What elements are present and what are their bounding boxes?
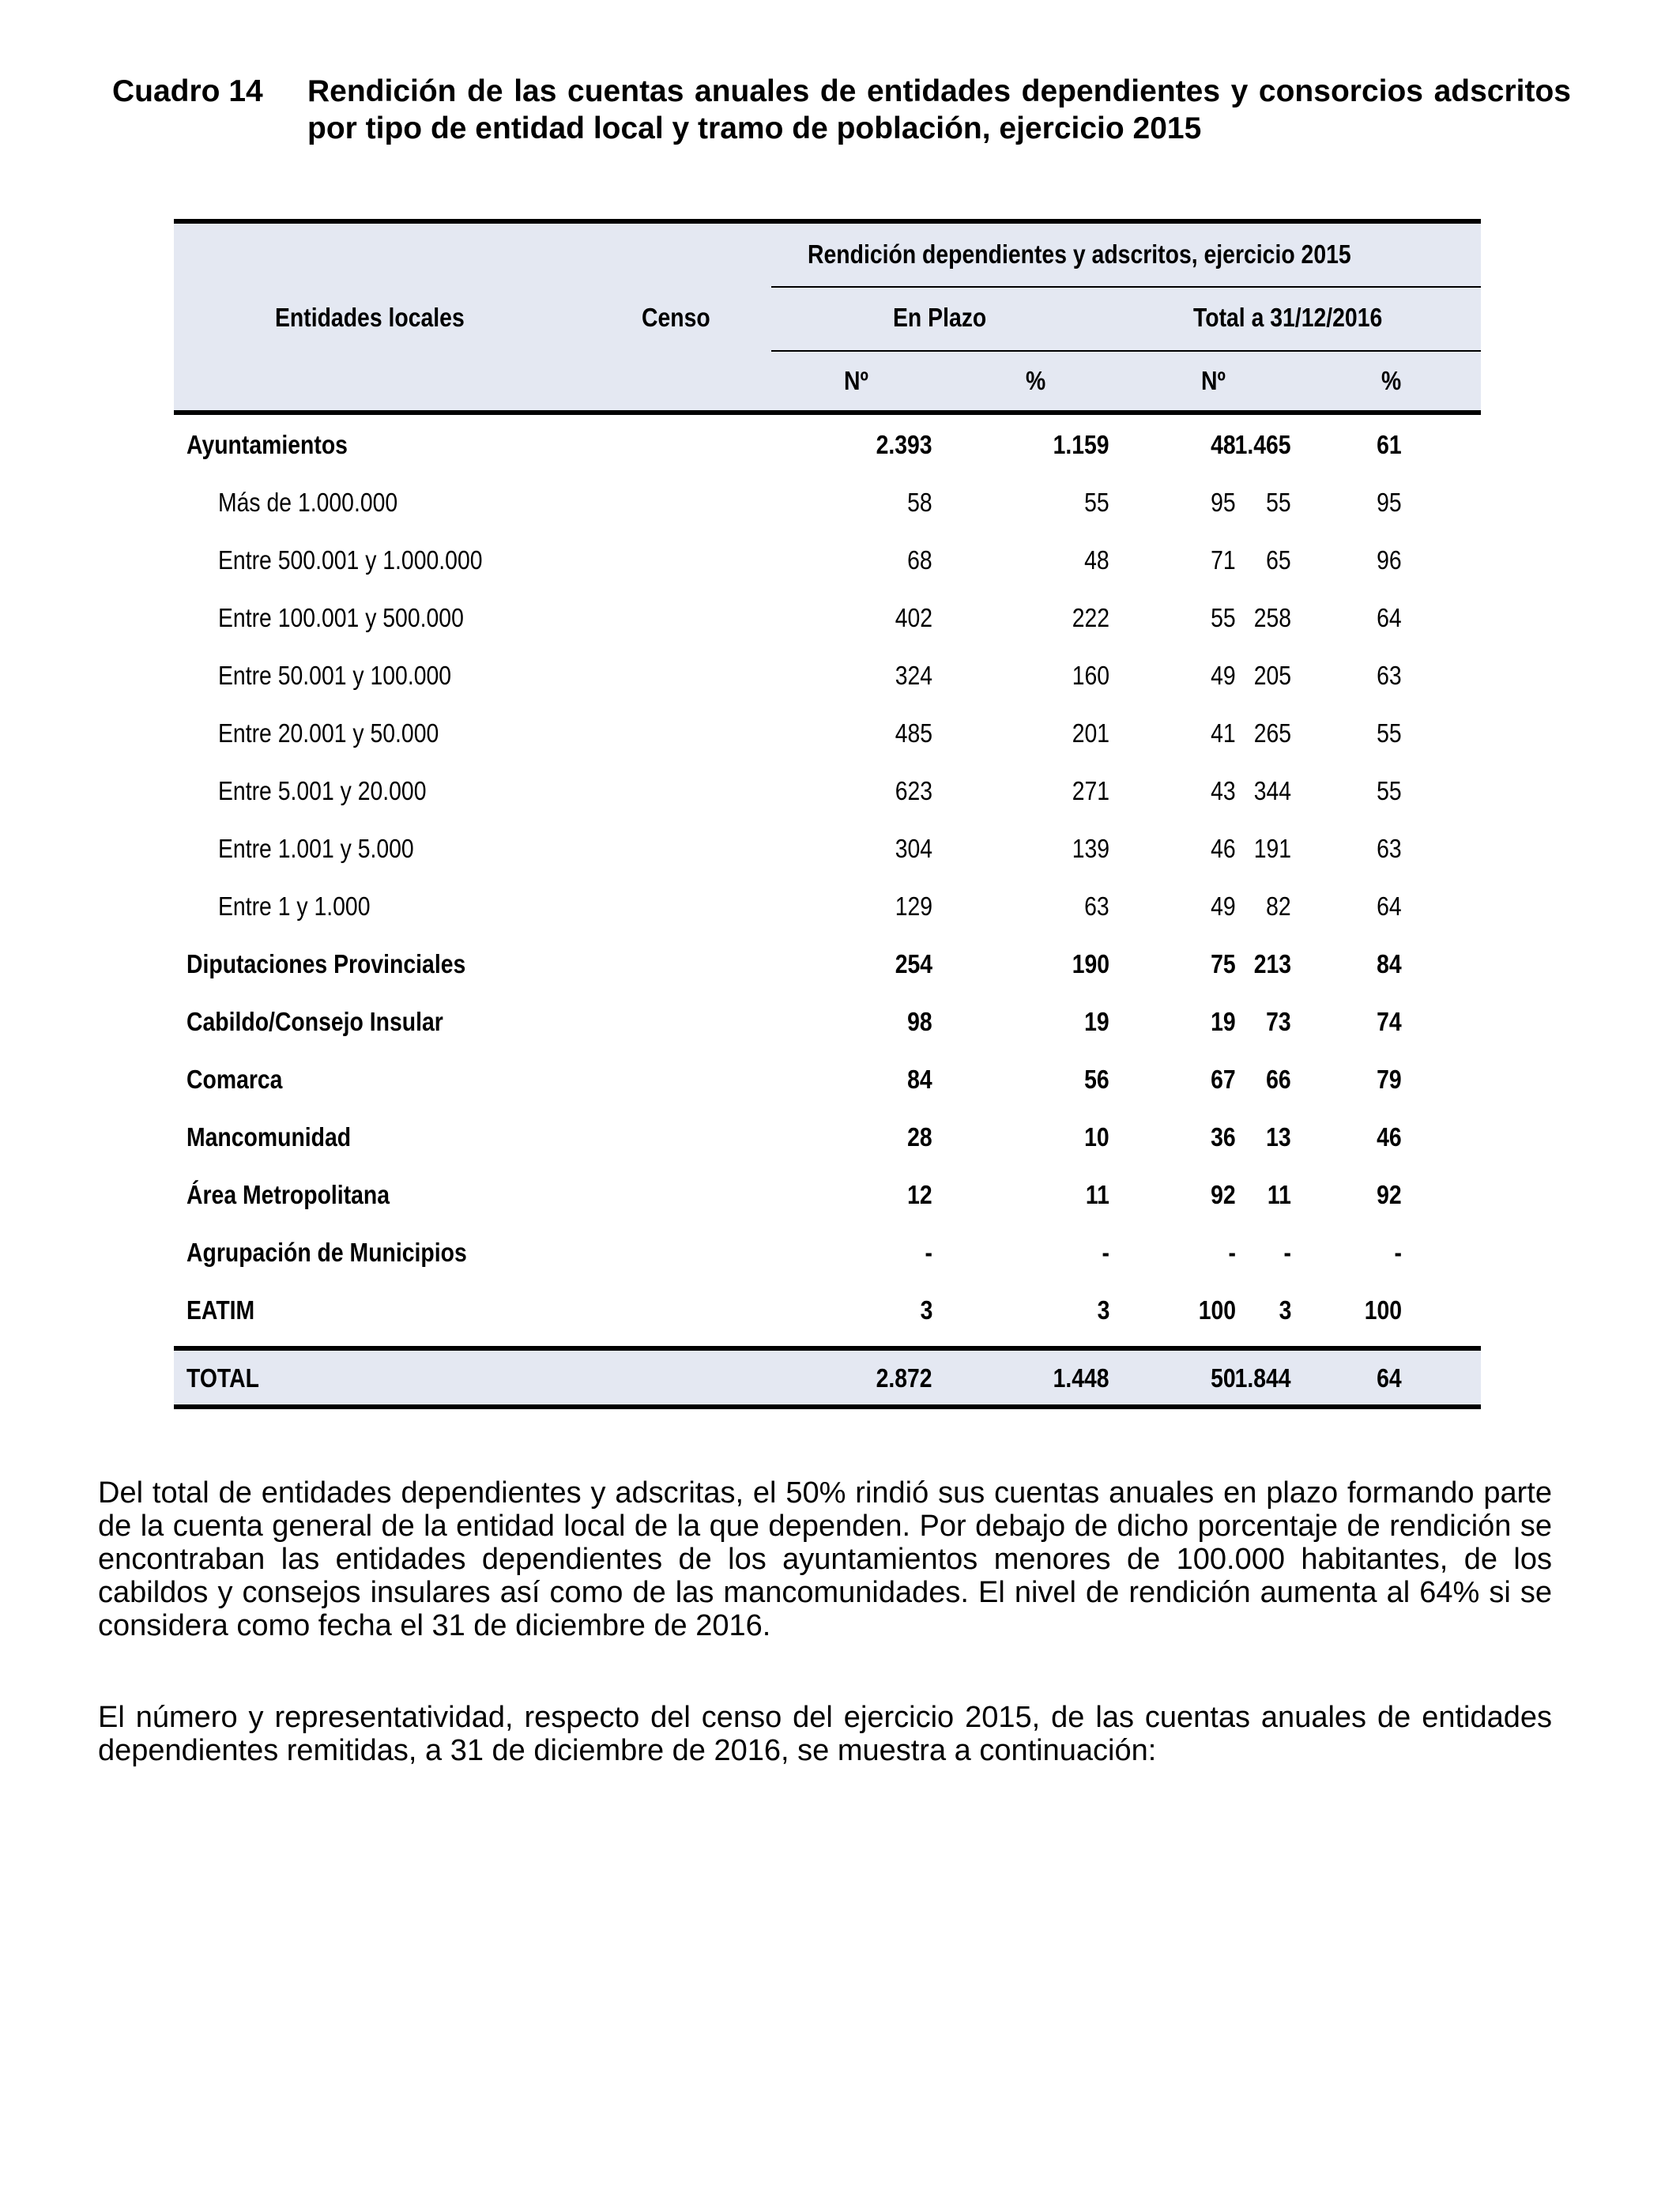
table-body (174, 415, 1481, 1341)
cell-total-p: - (1394, 1238, 1402, 1267)
total-label: TOTAL (186, 1363, 259, 1393)
cell-plazo-n: 56 (1084, 1065, 1109, 1094)
total-total-n: 1.844 (1234, 1363, 1291, 1393)
caption-label: Cuadro 14 (112, 74, 263, 108)
cell-entidad: Entre 1 y 1.000 (218, 892, 371, 921)
cell-entidad: Comarca (186, 1065, 283, 1094)
cell-entidad: Agrupación de Municipios (186, 1238, 467, 1267)
cell-total-p: 100 (1364, 1295, 1402, 1325)
cell-plazo-p: 43 (1211, 776, 1236, 805)
cell-plazo-n: 10 (1084, 1122, 1109, 1152)
cell-entidad: Área Metropolitana (186, 1180, 390, 1209)
cell-plazo-p: 36 (1211, 1122, 1236, 1152)
cell-plazo-n: 222 (1072, 603, 1109, 632)
cell-total-n: 191 (1253, 834, 1291, 863)
paragraph-2: El número y representatividad, respecto del censo del ejercicio 2015, de las cuentas anuales de entidades dependientes remitidas, a 31 de diciembre de 2016, se muestra a continuación: (98, 1701, 1552, 1767)
cell-total-n: 55 (1266, 488, 1291, 517)
cell-plazo-p: 41 (1211, 718, 1236, 748)
cell-plazo-p: 71 (1211, 545, 1236, 575)
cell-plazo-n: 271 (1072, 776, 1109, 805)
cell-plazo-p: 75 (1211, 949, 1236, 978)
cell-plazo-n: 48 (1084, 545, 1109, 575)
table-row (174, 476, 1481, 533)
cell-total-p: 55 (1377, 718, 1402, 748)
table-row (174, 649, 1481, 707)
cell-total-p: 46 (1377, 1122, 1402, 1152)
cell-plazo-p: - (1228, 1238, 1236, 1267)
cell-total-n: 73 (1266, 1007, 1291, 1036)
cell-total-p: 84 (1377, 949, 1402, 978)
cell-plazo-p: 19 (1211, 1007, 1236, 1036)
cell-plazo-p: 48 (1211, 430, 1236, 459)
cell-plazo-n: 1.159 (1053, 430, 1109, 459)
cell-total-p: 63 (1377, 661, 1402, 690)
cell-censo: 254 (895, 949, 932, 978)
cell-plazo-p: 46 (1211, 834, 1236, 863)
total-row (174, 1346, 1481, 1409)
table-row (174, 1053, 1481, 1110)
cell-entidad: Entre 500.001 y 1.000.000 (218, 545, 483, 575)
header-divider-1 (771, 286, 1481, 288)
data-table (174, 219, 1481, 1409)
cell-censo: 129 (895, 892, 932, 921)
cell-plazo-n: 19 (1084, 1007, 1109, 1036)
cell-entidad: Entre 50.001 y 100.000 (218, 661, 452, 690)
cell-plazo-n: 11 (1085, 1180, 1109, 1209)
cell-plazo-p: 55 (1211, 603, 1236, 632)
cell-censo: 12 (907, 1180, 932, 1209)
header-total-fecha: Total a 31/12/2016 (1193, 303, 1383, 332)
header-p1: % (1026, 366, 1046, 395)
total-censo: 2.872 (876, 1363, 932, 1393)
table-row (174, 880, 1481, 937)
table-row (174, 1110, 1481, 1168)
cell-entidad: Más de 1.000.000 (218, 488, 398, 517)
cell-entidad: Mancomunidad (186, 1122, 352, 1152)
cell-total-n: 344 (1253, 776, 1291, 805)
cell-total-p: 92 (1377, 1180, 1402, 1209)
cell-plazo-n: 63 (1084, 892, 1109, 921)
table-row (174, 1226, 1481, 1284)
cell-total-p: 64 (1377, 892, 1402, 921)
table-row (174, 1168, 1481, 1226)
caption-title: Rendición de las cuentas anuales de entidades dependientes y consorcios adscritos por tipo de entidad local y tramo de población, ejercicio 2015 (307, 74, 1571, 145)
cell-total-n: 1.465 (1234, 430, 1291, 459)
cell-total-p: 64 (1377, 603, 1402, 632)
header-n1: Nº (844, 366, 868, 395)
table-row (174, 1284, 1481, 1341)
table-row (174, 707, 1481, 764)
cell-total-n: 3 (1279, 1295, 1291, 1325)
header-entidades: Entidades locales (275, 303, 465, 332)
cell-plazo-n: 201 (1072, 718, 1109, 748)
cell-entidad: Cabildo/Consejo Insular (186, 1007, 443, 1036)
cell-censo: 58 (907, 488, 932, 517)
cell-plazo-p: 67 (1211, 1065, 1236, 1094)
cell-total-n: 82 (1266, 892, 1291, 921)
cell-plazo-p: 92 (1211, 1180, 1236, 1209)
header-censo: Censo (642, 303, 710, 332)
cell-censo: 3 (920, 1295, 932, 1325)
cell-plazo-p: 49 (1211, 661, 1236, 690)
cell-total-n: 66 (1266, 1065, 1291, 1094)
table-row (174, 533, 1481, 591)
table-row (174, 418, 1481, 476)
header-divider-2 (771, 350, 1481, 352)
table-caption (112, 73, 1571, 147)
cell-censo: - (925, 1238, 932, 1267)
cell-censo: 84 (907, 1065, 932, 1094)
cell-plazo-n: 55 (1084, 488, 1109, 517)
cell-total-p: 74 (1377, 1007, 1402, 1036)
total-total-p: 64 (1377, 1363, 1402, 1393)
cell-plazo-p: 100 (1198, 1295, 1236, 1325)
cell-total-p: 55 (1377, 776, 1402, 805)
header-group: Rendición dependientes y adscritos, ejercicio 2015 (808, 239, 1351, 269)
cell-plazo-n: 139 (1072, 834, 1109, 863)
cell-total-p: 95 (1377, 488, 1402, 517)
cell-total-n: 65 (1266, 545, 1291, 575)
cell-plazo-n: 3 (1097, 1295, 1109, 1325)
table-row (174, 822, 1481, 880)
cell-entidad: Entre 1.001 y 5.000 (218, 834, 414, 863)
cell-entidad: Entre 100.001 y 500.000 (218, 603, 464, 632)
header-n2: Nº (1201, 366, 1226, 395)
cell-total-n: 213 (1253, 949, 1291, 978)
cell-total-p: 61 (1377, 430, 1402, 459)
cell-plazo-n: 160 (1072, 661, 1109, 690)
cell-total-n: 205 (1253, 661, 1291, 690)
total-plazo-p: 50 (1211, 1363, 1236, 1393)
table-header (174, 219, 1481, 415)
cell-censo: 304 (895, 834, 932, 863)
cell-censo: 623 (895, 776, 932, 805)
total-plazo-n: 1.448 (1053, 1363, 1109, 1393)
paragraph-1: Del total de entidades dependientes y adscritas, el 50% rindió sus cuentas anuales en plazo formando parte de la cuenta general de la entidad local de la que dependen. Por debajo de dicho porcentaje de rendición se encontraban las entidades dependientes de los ayuntamientos menores de 100.000 habitantes, de los cabildos y consejos insulares así como de las mancomunidades. El nivel de rendición aumenta al 64% si se considera como fecha el 31 de diciembre de 2016. (98, 1476, 1552, 1642)
table-row (174, 764, 1481, 822)
cell-plazo-p: 49 (1211, 892, 1236, 921)
cell-total-n: - (1283, 1238, 1291, 1267)
table-row (174, 995, 1481, 1053)
header-p2: % (1381, 366, 1402, 395)
table-row (174, 591, 1481, 649)
cell-entidad: EATIM (186, 1295, 255, 1325)
cell-entidad: Diputaciones Provinciales (186, 949, 466, 978)
cell-total-p: 96 (1377, 545, 1402, 575)
cell-total-n: 258 (1253, 603, 1291, 632)
cell-total-n: 11 (1267, 1180, 1291, 1209)
cell-censo: 2.393 (876, 430, 932, 459)
cell-total-p: 63 (1377, 834, 1402, 863)
cell-plazo-n: 190 (1072, 949, 1109, 978)
cell-total-n: 265 (1253, 718, 1291, 748)
cell-censo: 402 (895, 603, 932, 632)
table-row (174, 937, 1481, 995)
cell-censo: 485 (895, 718, 932, 748)
cell-censo: 98 (907, 1007, 932, 1036)
cell-entidad: Entre 5.001 y 20.000 (218, 776, 427, 805)
cell-total-n: 13 (1266, 1122, 1291, 1152)
cell-plazo-p: 95 (1211, 488, 1236, 517)
cell-censo: 28 (907, 1122, 932, 1152)
header-en-plazo: En Plazo (893, 303, 987, 332)
cell-entidad: Ayuntamientos (186, 430, 348, 459)
cell-plazo-n: - (1102, 1238, 1109, 1267)
cell-entidad: Entre 20.001 y 50.000 (218, 718, 439, 748)
cell-total-p: 79 (1377, 1065, 1402, 1094)
cell-censo: 324 (895, 661, 932, 690)
cell-censo: 68 (907, 545, 932, 575)
